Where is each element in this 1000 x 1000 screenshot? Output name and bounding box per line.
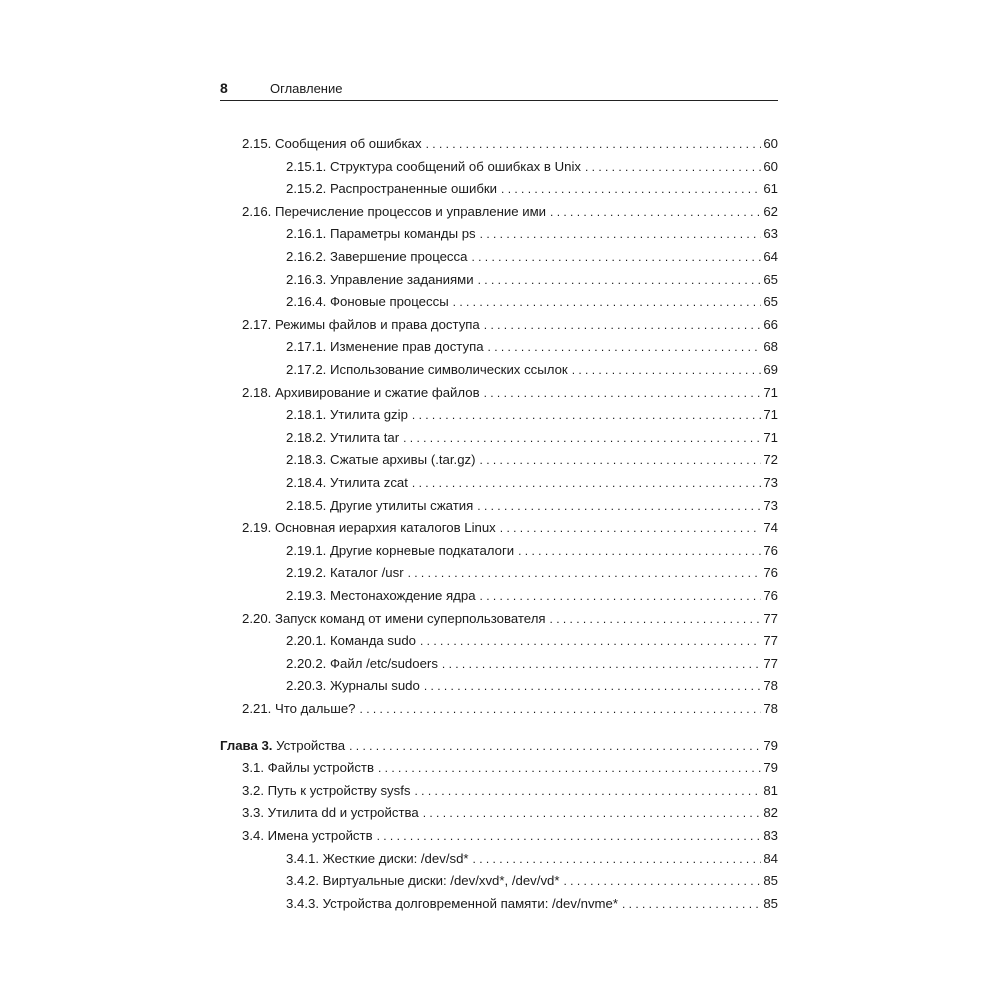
- toc-entry-title: 2.16.1. Параметры команды ps: [286, 226, 476, 242]
- toc-entry-page: 76: [763, 588, 778, 603]
- toc-entry: [242, 779, 778, 799]
- toc-entry-title: 2.20.3. Журналы sudo: [286, 678, 420, 694]
- dot-leader: [501, 181, 761, 197]
- toc-entry-title: 2.15.1. Структура сообщений об ошибках в Unix: [286, 158, 581, 174]
- toc-entry: [242, 200, 778, 220]
- toc-entry: [286, 448, 778, 468]
- toc-entry-page: 72: [763, 452, 778, 468]
- toc-entry-title: 2.18.3. Сжатые архивы (.tar.gz): [286, 452, 476, 468]
- dot-leader: [426, 136, 762, 152]
- toc-entry-page: 76: [763, 565, 778, 581]
- toc-entry-title: 2.17.1. Изменение прав доступа: [286, 339, 484, 355]
- toc-entry-page: 68: [763, 339, 778, 355]
- toc-entry-title: 3.3. Утилита dd и устройства: [242, 805, 419, 821]
- toc-entry: [286, 652, 778, 672]
- toc-entry: [286, 335, 778, 355]
- toc-entry-title: 3.4.2. Виртуальные диски: /dev/xvd*, /dev/vd*: [286, 873, 560, 889]
- toc-entry-page: 63: [763, 226, 778, 242]
- toc-entry-title: 2.18.1. Утилита gzip: [286, 407, 408, 423]
- toc-entry: [286, 674, 778, 694]
- toc-entry-title: 3.2. Путь к устройству sysfs: [242, 782, 411, 798]
- toc-entry-title: 2.17. Режимы файлов и права доступа: [242, 316, 480, 332]
- toc-entry-title: 3.4.3. Устройства долговременной памяти: /dev/nvme*: [286, 895, 618, 911]
- toc-entry-page: 79: [763, 760, 778, 776]
- toc-entry-page: 66: [763, 316, 778, 332]
- toc-entry: [286, 245, 778, 265]
- dot-leader: [550, 204, 761, 220]
- toc-entry-title: 2.18.5. Другие утилиты сжатия: [286, 497, 474, 513]
- toc-entry-page: 77: [763, 633, 778, 649]
- dot-leader: [518, 543, 761, 559]
- toc-entry-page: 64: [763, 249, 778, 264]
- toc-entry: [242, 313, 778, 333]
- chapter-label: Глава 3.: [220, 737, 273, 753]
- toc-entry-page: 73: [763, 475, 778, 490]
- dot-leader: [360, 701, 762, 717]
- toc-entry: [286, 471, 778, 491]
- dot-leader: [378, 760, 761, 776]
- toc-entry: [286, 869, 778, 889]
- toc-entry-page: 81: [763, 782, 778, 798]
- toc-entry: [242, 756, 778, 776]
- toc-entry-page: 82: [763, 805, 778, 821]
- dot-leader: [572, 362, 762, 378]
- toc-entry-title: 2.16. Перечисление процессов и управление ими: [242, 203, 547, 219]
- toc-entry-page: 60: [763, 158, 778, 174]
- dot-leader: [477, 498, 761, 514]
- dot-leader: [377, 828, 762, 844]
- toc-entry-page: 78: [763, 701, 778, 716]
- toc-entry: [286, 403, 778, 423]
- toc-entry-page: 60: [763, 136, 778, 151]
- toc-entry-title: 2.20.2. Файл /etc/sudoers: [286, 655, 438, 671]
- toc-entry-title: 3.4. Имена устройств: [242, 828, 373, 843]
- toc-entry: [242, 697, 778, 717]
- toc-entry: [286, 584, 778, 604]
- toc-entry-page: 76: [763, 542, 778, 558]
- toc-entry-title: Глава 3. Устройства: [220, 737, 346, 753]
- dot-leader: [349, 738, 761, 754]
- toc-entry-title: 2.15. Сообщения об ошибках: [242, 136, 422, 151]
- toc-entry-page: 79: [763, 737, 778, 753]
- toc-entry: [286, 426, 778, 446]
- toc-entry-page: 77: [763, 610, 778, 626]
- toc-entry: [286, 222, 778, 242]
- toc-entry-title: 2.19. Основная иерархия каталогов Linux: [242, 520, 496, 536]
- dot-leader: [585, 159, 761, 175]
- toc-entry-page: 85: [763, 873, 778, 889]
- toc-entry-title: 2.17.2. Использование символических ссылок: [286, 362, 568, 377]
- dot-leader: [424, 678, 761, 694]
- toc-entry: [286, 539, 778, 559]
- toc-entry-page: 85: [763, 895, 778, 911]
- toc-entry-title: 2.19.2. Каталог /usr: [286, 565, 404, 581]
- dot-leader: [473, 851, 762, 867]
- dot-leader: [564, 873, 762, 889]
- toc-entry-page: 73: [763, 497, 778, 513]
- toc-entry: [242, 132, 778, 152]
- toc-entry-title: 2.18.4. Утилита zcat: [286, 475, 408, 490]
- dot-leader: [471, 249, 761, 265]
- dot-leader: [415, 783, 762, 799]
- toc-entry-page: 71: [763, 384, 778, 400]
- toc-entry-title: 2.18.2. Утилита tar: [286, 429, 400, 445]
- dot-leader: [442, 656, 761, 672]
- dot-leader: [412, 407, 761, 423]
- toc-entry: [286, 358, 778, 378]
- toc-entry-title: 2.19.3. Местонахождение ядра: [286, 588, 476, 603]
- toc-entry-title: 2.15.2. Распространенные ошибки: [286, 181, 498, 197]
- toc-entry: [286, 892, 778, 912]
- dot-leader: [408, 565, 762, 581]
- toc-entry: [286, 177, 778, 197]
- toc-entry-page: 84: [763, 850, 778, 866]
- dot-leader: [484, 317, 762, 333]
- dot-leader: [480, 588, 762, 604]
- dot-leader: [484, 385, 762, 401]
- toc-entry: [242, 516, 778, 536]
- toc-entry: [242, 381, 778, 401]
- toc-entry: [286, 629, 778, 649]
- toc-entry: [242, 607, 778, 627]
- dot-leader: [500, 520, 762, 536]
- toc-entry-page: 71: [763, 429, 778, 445]
- toc-entry: [242, 824, 778, 844]
- dot-leader: [622, 896, 761, 912]
- toc-entry-title: 2.20.1. Команда sudo: [286, 633, 416, 649]
- toc-entry-title: 2.21. Что дальше?: [242, 701, 356, 716]
- toc-entry: [286, 847, 778, 867]
- toc-entry-page: 65: [763, 294, 778, 310]
- toc-entry: [286, 155, 778, 175]
- dot-leader: [453, 294, 762, 310]
- toc-entry-page: 78: [763, 678, 778, 694]
- toc-entry-title: 3.4.1. Жесткие диски: /dev/sd*: [286, 850, 469, 866]
- dot-leader: [488, 339, 762, 355]
- toc-entry-page: 83: [763, 828, 778, 843]
- toc-entry-title: 2.16.3. Управление заданиями: [286, 271, 474, 287]
- dot-leader: [550, 611, 762, 627]
- running-header: [220, 78, 778, 101]
- toc-entry: [242, 801, 778, 821]
- toc-entry-page: 69: [763, 362, 778, 377]
- toc-entry-page: 61: [763, 181, 778, 197]
- toc-entry: [286, 268, 778, 288]
- dot-leader: [412, 475, 761, 491]
- toc-entry-page: 62: [763, 203, 778, 219]
- toc-entry-page: 74: [763, 520, 778, 536]
- toc-entry: [286, 290, 778, 310]
- toc-entry-title: 2.16.4. Фоновые процессы: [286, 294, 449, 310]
- dot-leader: [480, 452, 762, 468]
- toc-entry-page: 71: [763, 407, 778, 423]
- toc-entry-title: 2.16.2. Завершение процесса: [286, 249, 468, 264]
- page-number: 8: [220, 80, 228, 96]
- dot-leader: [480, 226, 762, 242]
- toc-entry-title: 2.20. Запуск команд от имени суперпользователя: [242, 610, 546, 626]
- dot-leader: [478, 272, 762, 288]
- dot-leader: [423, 805, 762, 821]
- toc-entry: [220, 734, 778, 754]
- toc-entry-title: 2.18. Архивирование и сжатие файлов: [242, 384, 480, 400]
- toc-entry-title: 3.1. Файлы устройств: [242, 760, 374, 776]
- running-title: Оглавление: [270, 81, 343, 96]
- toc-entry: [286, 494, 778, 514]
- toc-entry-page: 77: [763, 655, 778, 671]
- toc-entry: [286, 561, 778, 581]
- toc-entry-page: 65: [763, 271, 778, 287]
- dot-leader: [420, 633, 761, 649]
- dot-leader: [403, 430, 761, 446]
- toc-entry-title: 2.19.1. Другие корневые подкаталоги: [286, 542, 515, 558]
